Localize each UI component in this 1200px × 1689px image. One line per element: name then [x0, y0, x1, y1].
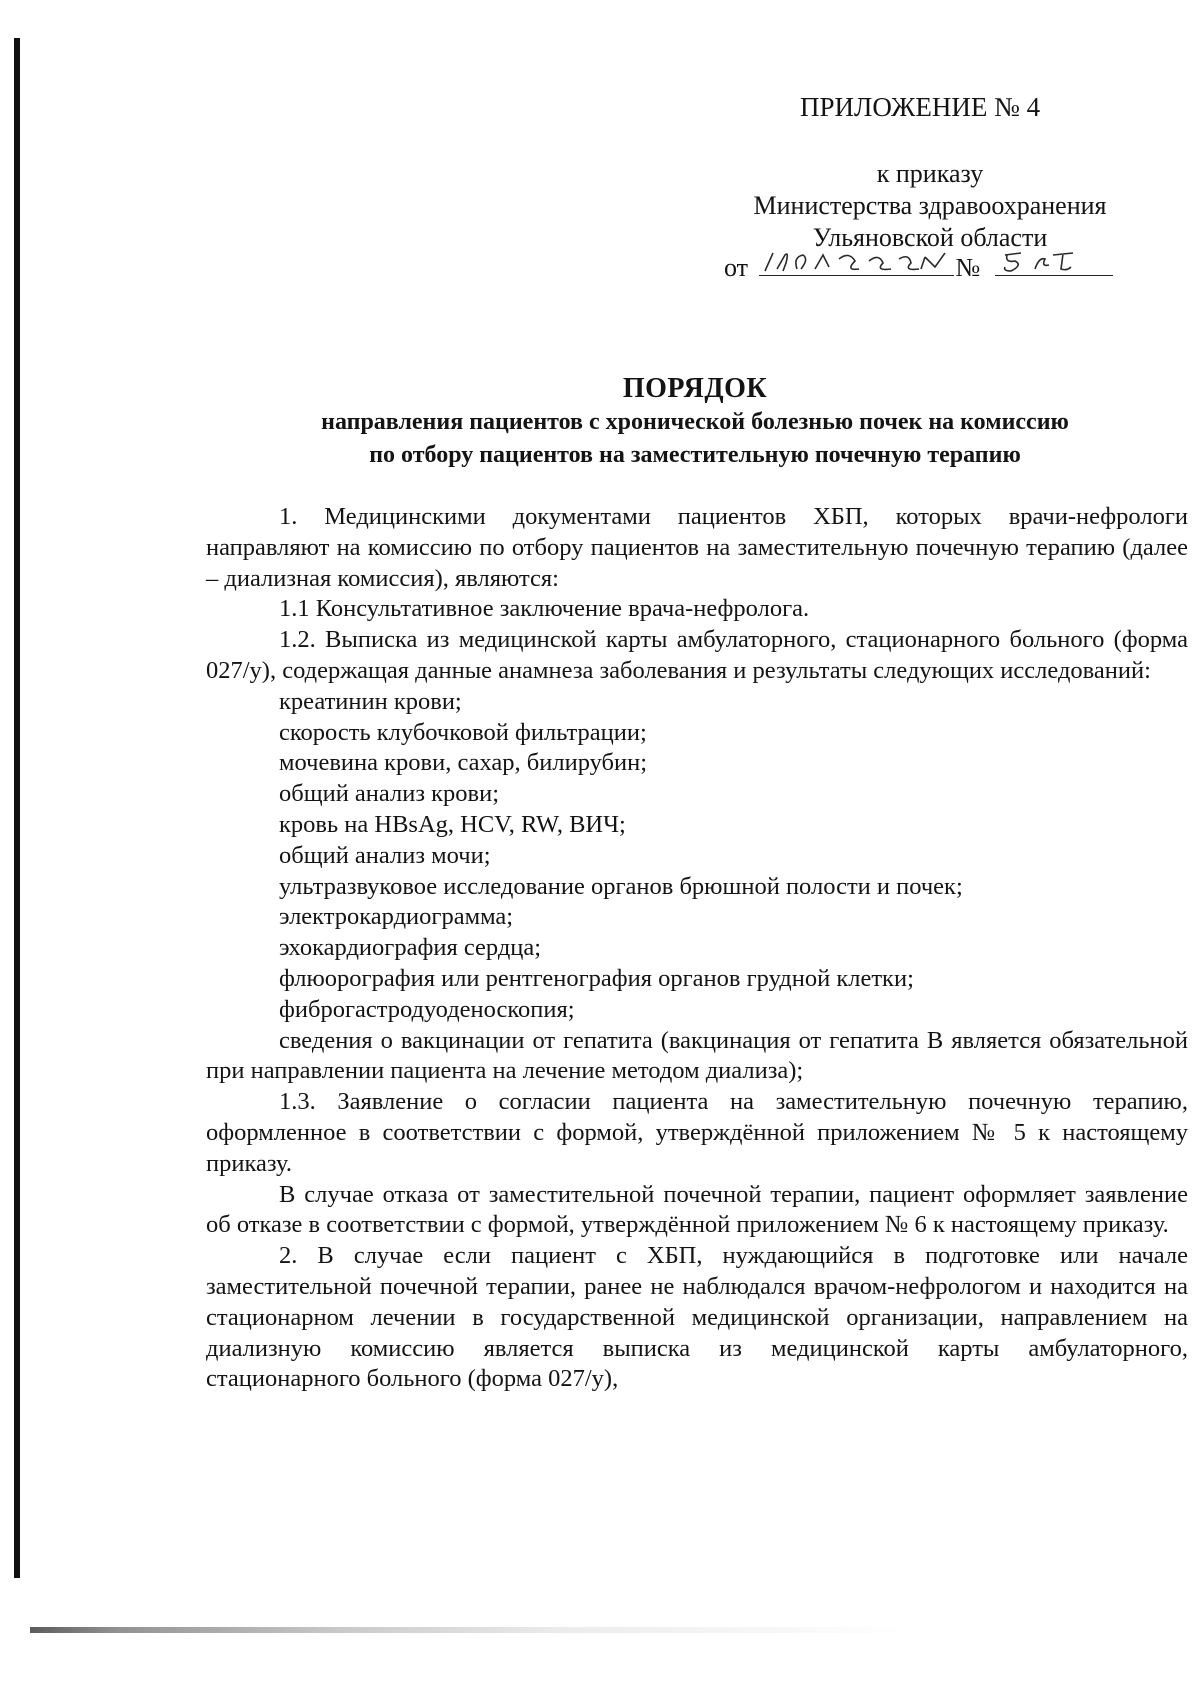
order-date-number-line — [724, 252, 1124, 284]
paragraph-1-1: 1.1 Консультативное заключение врача-нефролога. — [279, 595, 810, 623]
title-line-1: направления пациентов с хронической болезнью почек на комиссию — [321, 409, 1069, 435]
refusal-paragraph: В случае отказа от заместительной почечной терапии, пациент оформляет заявление об отказе в соответствии с формой, утверждённой приложением № 6 к настоящему приказу. — [206, 1180, 1188, 1239]
list-item: креатинин крови; — [279, 687, 462, 715]
handwritten-date — [759, 253, 954, 276]
list-item: электрокардиограмма; — [279, 903, 514, 931]
ministry-line: Министерства здравоохранения — [753, 191, 1107, 220]
vaccination-paragraph: сведения о вакцинации от гепатита (вакцинация от гепатита В является обязательной при направлении пациента на лечение методом диализа); — [206, 1026, 1188, 1085]
list-item: мочевина крови, сахар, билирубин; — [279, 749, 648, 777]
region-line: Ульяновской области — [812, 223, 1048, 252]
list-item: скорость клубочковой фильтрации; — [279, 718, 647, 746]
scan-left-edge — [14, 38, 20, 1578]
list-item: эхокардиография сердца; — [279, 934, 542, 962]
appendix-number: ПРИЛОЖЕНИЕ № 4 — [800, 92, 1041, 122]
document-title — [200, 372, 1190, 472]
title-main: ПОРЯДОК — [622, 373, 768, 404]
list-item: фиброгастродуоденоскопия; — [279, 995, 575, 1023]
paragraph-1: 1. Медицинскими документами пациентов ХБП, которых врачи-нефрологи направляют на комиссию по отбору пациентов на заместительную почечную терапию (далее – диализная комиссия), являются: — [206, 503, 1188, 592]
list-item: общий анализ мочи; — [279, 841, 491, 869]
number-label: № — [955, 253, 981, 282]
list-item: кровь на HBsAg, HCV, RW, ВИЧ; — [279, 810, 626, 838]
scan-bottom-artifact — [30, 1627, 910, 1633]
to-order-line: к приказу — [876, 159, 984, 188]
handwritten-date-scribble — [759, 247, 954, 277]
list-item: общий анализ крови; — [279, 780, 500, 808]
paragraph-1-3: 1.3. Заявление о согласии пациента на заместительную почечную терапию, оформленное в соответствии с формой, утверждённой приложением № 5 к настоящему приказу. — [206, 1088, 1188, 1177]
list-item: флюорография или рентгенография органов грудной клетки; — [279, 964, 914, 992]
document-body — [206, 502, 1188, 1395]
list-item: ультразвуковое исследование органов брюшной полости и почек; — [279, 872, 963, 900]
paragraph-1-2: 1.2. Выписка из медицинской карты амбулаторного, стационарного больного (форма 027/у), содержащая данные анамнеза заболевания и результаты следующих исследований: — [206, 626, 1188, 684]
handwritten-number — [995, 253, 1113, 276]
paragraph-2: 2. В случае если пациент с ХБП, нуждающийся в подготовке или начале заместительной почечной терапии, ранее не наблюдался врачом-нефрологом и находится на стационарном лечении в государственной медицинской организации, направлением на диализную комиссию является выписка из медицинской карты амбулаторного, стационарного больного (форма 027/у), — [206, 1242, 1188, 1393]
order-reference — [730, 158, 1130, 254]
handwritten-number-scribble — [995, 247, 1113, 277]
from-label: от — [724, 253, 749, 282]
title-line-2: по отбору пациентов на заместительную почечную терапию — [369, 442, 1021, 468]
